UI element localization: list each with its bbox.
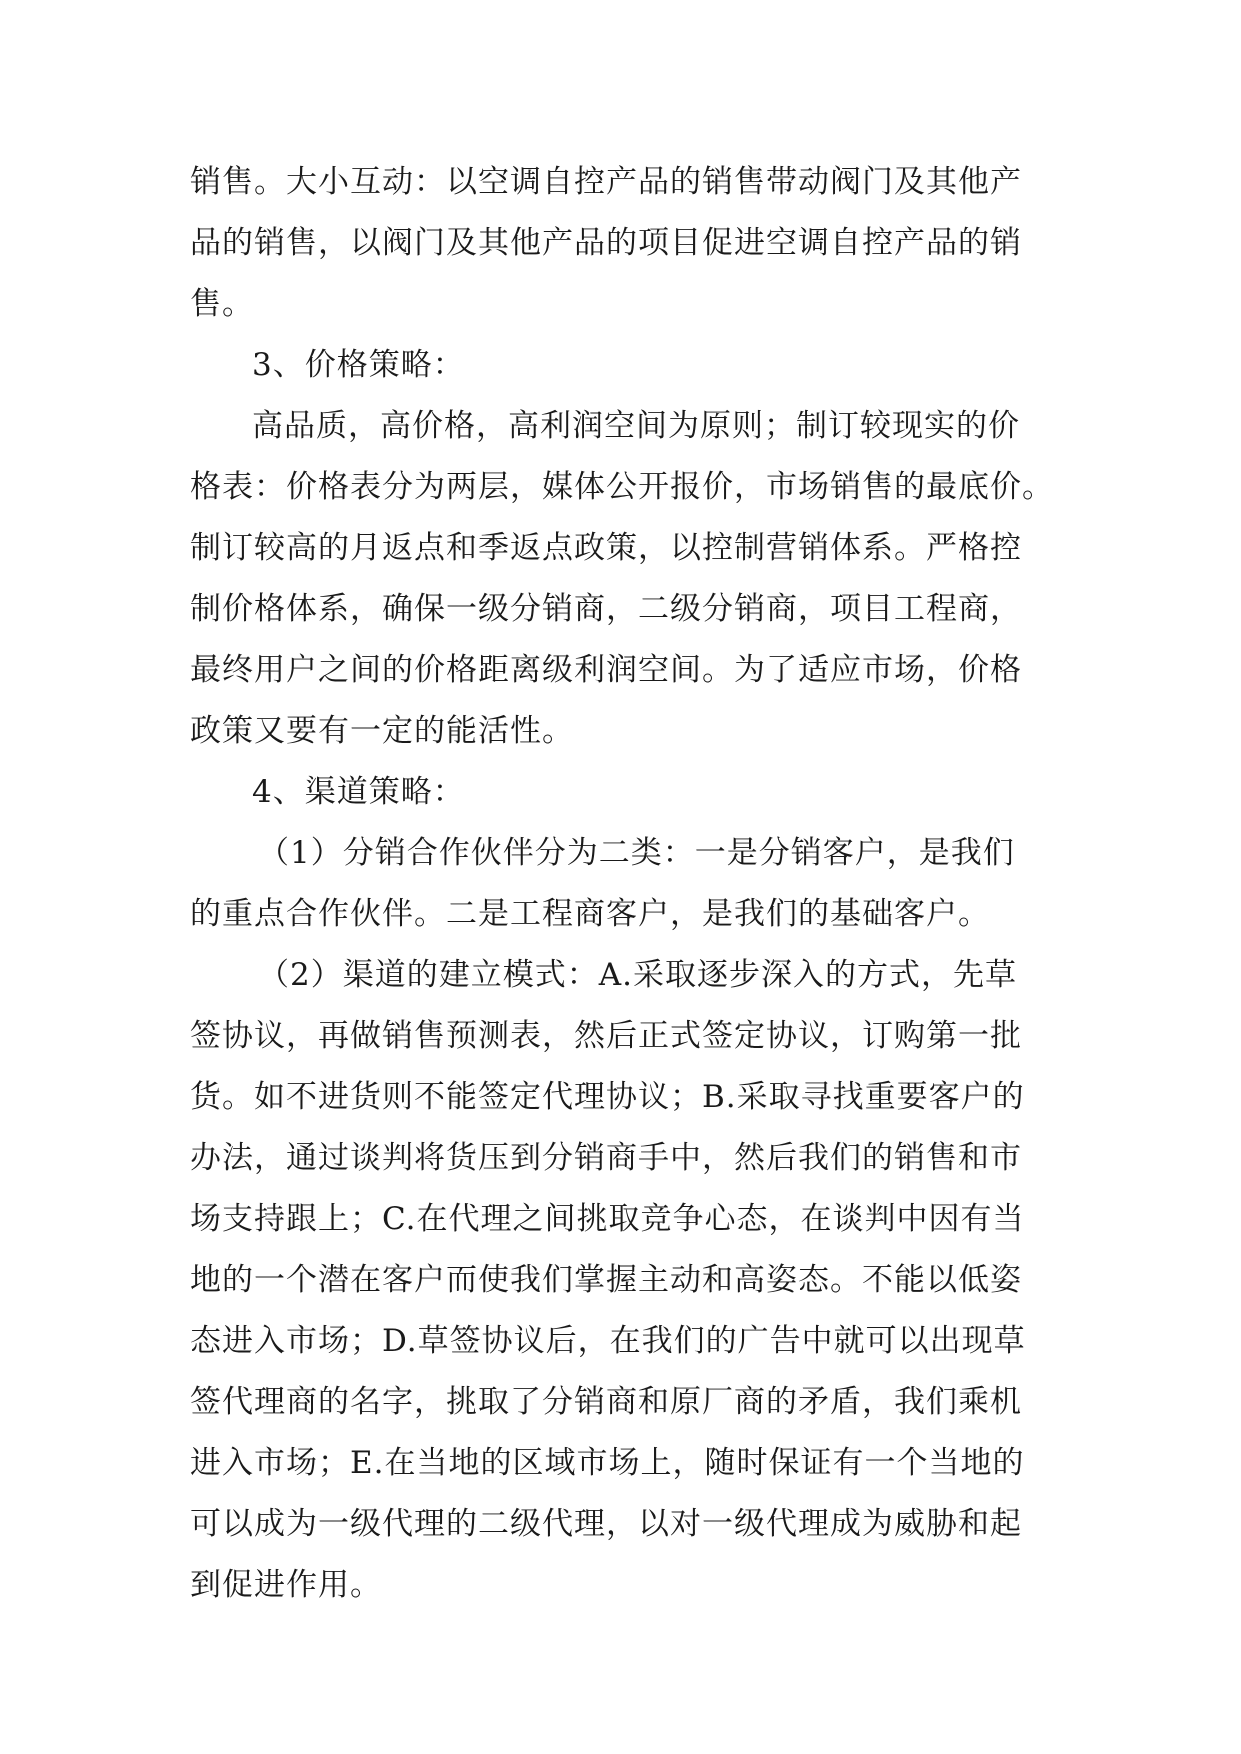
- text-line: 进入市场；E.在当地的区域市场上，随时保证有一个当地的: [190, 1445, 1025, 1481]
- text-line: 签代理商的名字，挑取了分销商和原厂商的矛盾，我们乘机: [190, 1384, 1022, 1420]
- text-line: 高品质，高价格，高利润空间为原则；制订较现实的价: [252, 408, 1020, 444]
- text-line: （2）渠道的建立模式：A.采取逐步深入的方式，先草: [258, 957, 1017, 993]
- text-line: 货。如不进货则不能签定代理协议；B.采取寻找重要客户的: [190, 1079, 1025, 1115]
- text-line: 制订较高的月返点和季返点政策，以控制营销体系。严格控: [190, 530, 1022, 566]
- text-line: 的重点合作伙伴。二是工程商客户，是我们的基础客户。: [190, 896, 990, 932]
- document-body: [190, 152, 1054, 1616]
- text-line: 可以成为一级代理的二级代理，以对一级代理成为威胁和起: [190, 1506, 1022, 1542]
- text-line: 签协议，再做销售预测表，然后正式签定协议，订购第一批: [190, 1018, 1022, 1054]
- text-line: 场支持跟上；C.在代理之间挑取竞争心态，在谈判中因有当: [190, 1201, 1025, 1237]
- text-line: 政策又要有一定的能活性。: [190, 713, 574, 749]
- text-line: 到促进作用。: [190, 1567, 382, 1603]
- section-heading-channel: 4、渠道策略：: [252, 774, 465, 810]
- text-line: 最终用户之间的价格距离级利润空间。为了适应市场，价格: [190, 652, 1022, 688]
- text-line: （1）分销合作伙伴分为二类：一是分销客户，是我们: [258, 835, 1015, 871]
- text-line: 格表：价格表分为两层，媒体公开报价，市场销售的最底价。: [190, 469, 1054, 505]
- text-line: 态进入市场；D.草签协议后，在我们的广告中就可以出现草: [190, 1323, 1026, 1359]
- text-line: 办法，通过谈判将货压到分销商手中，然后我们的销售和市: [190, 1140, 1022, 1176]
- text-line: 地的一个潜在客户而使我们掌握主动和高姿态。不能以低姿: [190, 1262, 1022, 1298]
- text-line: 销售。大小互动：以空调自控产品的销售带动阀门及其他产: [190, 164, 1022, 200]
- text-line: 制价格体系，确保一级分销商，二级分销商，项目工程商，: [190, 591, 1022, 627]
- text-line: 品的销售，以阀门及其他产品的项目促进空调自控产品的销: [190, 225, 1022, 261]
- section-heading-pricing: 3、价格策略：: [252, 347, 465, 383]
- text-line: 售。: [190, 286, 254, 322]
